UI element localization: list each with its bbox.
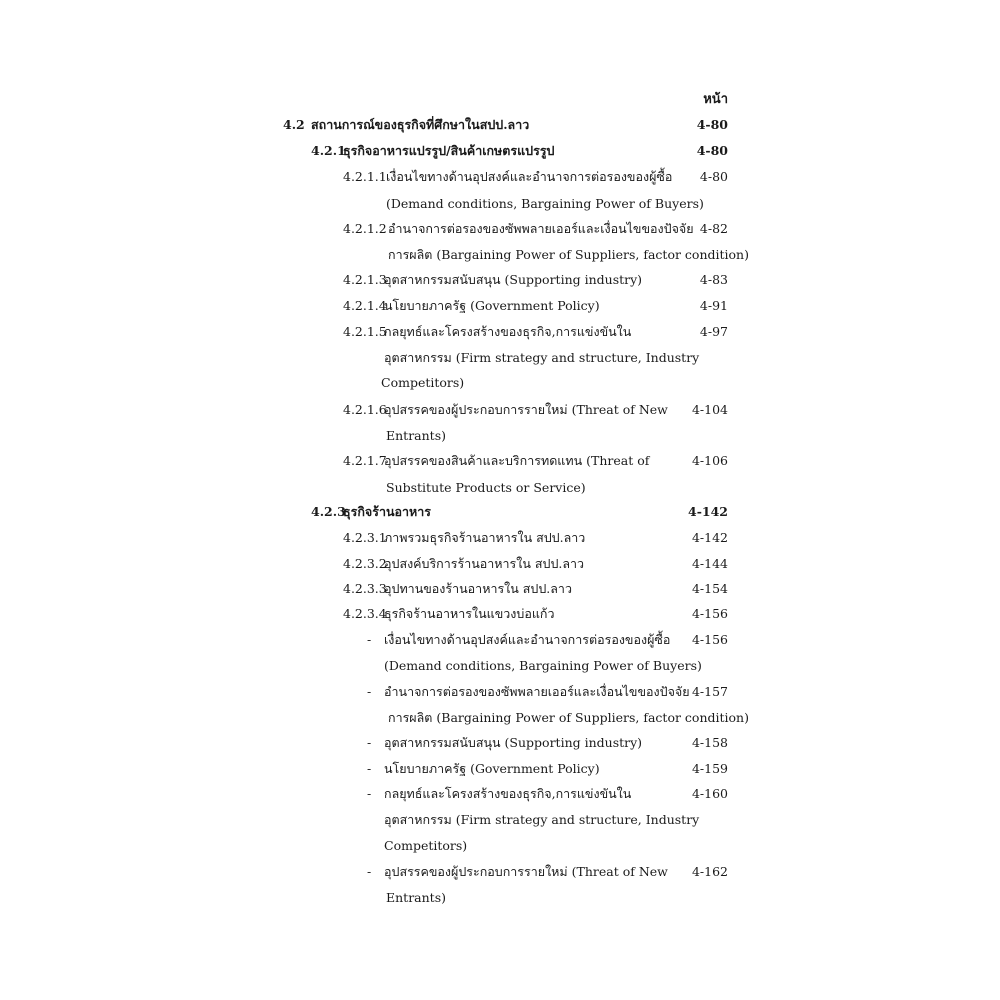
toc-entry-continuation <box>0 192 1000 216</box>
toc-page-number: 4-80 <box>699 169 728 184</box>
page-column-label: หน้า <box>703 92 728 107</box>
toc-entry-number: 4.2.1.7 <box>343 453 387 468</box>
toc-entry-title: นโยบายภาครัฐ (Government Policy) <box>384 761 600 776</box>
toc-entry-number: 4.2.3.1 <box>343 530 387 545</box>
toc-entry <box>0 680 1000 704</box>
toc-entry-title: อุตสาหกรรม (Firm strategy and structure, Industry <box>384 350 700 365</box>
toc-entry <box>0 782 1000 806</box>
toc-entry-title: อุตสาหกรรมสนับสนุน (Supporting industry) <box>384 272 643 287</box>
toc-bullet-dash: - <box>367 864 372 879</box>
toc-page-number: 4-160 <box>691 786 728 801</box>
toc-entry <box>0 449 1000 473</box>
toc-entry <box>0 500 1000 524</box>
toc-entry-number: 4.2.1.1 <box>343 169 387 184</box>
toc-entry-title: อุปทานของร้านอาหารใน สปป.ลาว <box>384 581 572 596</box>
toc-page-number: 4-154 <box>691 581 728 596</box>
toc-page-number: 4-82 <box>699 221 728 236</box>
toc-page-number: 4-97 <box>699 324 728 339</box>
toc-entry <box>0 320 1000 344</box>
toc-entry-title: Competitors) <box>381 375 465 390</box>
toc-bullet-dash: - <box>367 684 372 699</box>
toc-entry-title: Substitute Products or Service) <box>386 480 586 495</box>
toc-entry <box>0 113 1000 137</box>
toc-bullet-dash: - <box>367 735 372 750</box>
toc-entry-number: 4.2.1.4 <box>343 298 387 313</box>
toc-entry-title: ธุรกิจร้านอาหาร <box>343 504 432 519</box>
toc-page-number: 4-142 <box>688 504 728 519</box>
toc-entry-title: อุปสรรคของผู้ประกอบการรายใหม่ (Threat of New <box>384 864 668 879</box>
toc-entry <box>0 860 1000 884</box>
page-column-header <box>0 88 1000 112</box>
toc-entry-title: กลยุทธ์และโครงสร้างของธุรกิจ,การแข่งขันใน <box>384 324 632 339</box>
toc-page-number: 4-91 <box>699 298 728 313</box>
toc-entry <box>0 552 1000 576</box>
toc-entry-title: นโยบายภาครัฐ (Government Policy) <box>384 298 600 313</box>
toc-entry-title: อุตสาหกรรม (Firm strategy and structure, Industry <box>384 812 700 827</box>
toc-entry <box>0 217 1000 241</box>
toc-entry-title: อุปสรรคของผู้ประกอบการรายใหม่ (Threat of New <box>384 402 668 417</box>
toc-entry-title: Entrants) <box>386 428 446 443</box>
toc-page-number: 4-104 <box>691 402 728 417</box>
toc-entry <box>0 577 1000 601</box>
toc-bullet-dash: - <box>367 786 372 801</box>
toc-entry-number: 4.2.1 <box>311 143 346 158</box>
toc-entry-continuation <box>0 654 1000 678</box>
toc-entry-number: 4.2.3.4 <box>343 606 387 621</box>
toc-entry-number: 4.2.1.6 <box>343 402 387 417</box>
toc-entry <box>0 757 1000 781</box>
toc-entry-title: อุตสาหกรรมสนับสนุน (Supporting industry) <box>384 735 643 750</box>
toc-entry-continuation <box>0 476 1000 500</box>
toc-entry-title: การผลิต (Bargaining Power of Suppliers, factor condition) <box>388 710 749 725</box>
toc-page-number: 4-80 <box>696 117 728 132</box>
toc-entry-number: 4.2.3.3 <box>343 581 387 596</box>
toc-entry-title: อำนาจการต่อรองของซัพพลายเออร์และเงื่อนไขของปัจจัย <box>384 684 690 699</box>
toc-page-number: 4-80 <box>696 143 728 158</box>
toc-entry-title: ธุรกิจร้านอาหารในแขวงบ่อแก้ว <box>384 606 555 621</box>
toc-entry <box>0 139 1000 163</box>
toc-entry-title: (Demand conditions, Bargaining Power of Buyers) <box>386 196 704 211</box>
toc-entry <box>0 294 1000 318</box>
toc-page-number: 4-157 <box>691 684 728 699</box>
toc-entry-number: 4.2.3.2 <box>343 556 387 571</box>
toc-entry-title: อุปสงค์บริการร้านอาหารใน สปป.ลาว <box>384 556 585 571</box>
toc-entry-title: อุปสรรคของสินค้าและบริการทดแทน (Threat of <box>384 453 650 468</box>
toc-entry-title: ภาพรวมธุรกิจร้านอาหารใน สปป.ลาว <box>384 530 586 545</box>
toc-entry-title: เงื่อนไขทางด้านอุปสงค์และอำนาจการต่อรองของผู้ซื้อ <box>384 632 671 647</box>
toc-entry-continuation <box>0 371 1000 395</box>
toc-entry <box>0 526 1000 550</box>
toc-entry-title: สถานการณ์ของธุรกิจที่ศึกษาในสปป.ลาว <box>311 117 530 132</box>
toc-page-number: 4-159 <box>691 761 728 776</box>
toc-page-number: 4-158 <box>691 735 728 750</box>
toc-page-number: 4-156 <box>691 632 728 647</box>
toc-bullet-dash: - <box>367 632 372 647</box>
toc-entry <box>0 628 1000 652</box>
toc-page-number: 4-162 <box>691 864 728 879</box>
toc-entry-title: การผลิต (Bargaining Power of Suppliers, factor condition) <box>388 247 749 262</box>
toc-entry-continuation <box>0 706 1000 730</box>
toc-page-number: 4-106 <box>691 453 728 468</box>
toc-entry-title: เงื่อนไขทางด้านอุปสงค์และอำนาจการต่อรองของผู้ซื้อ <box>386 169 673 184</box>
toc-page-number: 4-156 <box>691 606 728 621</box>
toc-entry-number: 4.2.1.5 <box>343 324 387 339</box>
toc-entry-continuation <box>0 886 1000 910</box>
toc-entry <box>0 398 1000 422</box>
toc-entry <box>0 602 1000 626</box>
toc-entry-number: 4.2.1.2 <box>343 221 387 236</box>
toc-entry-title: Competitors) <box>384 838 468 853</box>
toc-entry-title: อำนาจการต่อรองของซัพพลายเออร์และเงื่อนไขของปัจจัย <box>388 221 694 236</box>
toc-entry <box>0 731 1000 755</box>
toc-entry-title: กลยุทธ์และโครงสร้างของธุรกิจ,การแข่งขันใน <box>384 786 632 801</box>
toc-entry-title: (Demand conditions, Bargaining Power of Buyers) <box>384 658 702 673</box>
toc-page-number: 4-144 <box>691 556 728 571</box>
toc-bullet-dash: - <box>367 761 372 776</box>
toc-entry-title: Entrants) <box>386 890 446 905</box>
toc-entry-number: 4.2 <box>283 117 305 132</box>
toc-page-number: 4-83 <box>699 272 728 287</box>
toc-page-number: 4-142 <box>691 530 728 545</box>
toc-entry-continuation <box>0 424 1000 448</box>
toc-entry <box>0 268 1000 292</box>
toc-entry-continuation <box>0 834 1000 858</box>
toc-entry-number: 4.2.1.3 <box>343 272 387 287</box>
toc-entry-number: 4.2.3 <box>311 504 346 519</box>
toc-entry <box>0 165 1000 189</box>
toc-entry-title: ธุรกิจอาหารแปรรูป/สินค้าเกษตรแปรรูป <box>343 143 555 158</box>
toc-entry-continuation <box>0 243 1000 267</box>
toc-entry-continuation <box>0 808 1000 832</box>
toc-entry-continuation <box>0 346 1000 370</box>
